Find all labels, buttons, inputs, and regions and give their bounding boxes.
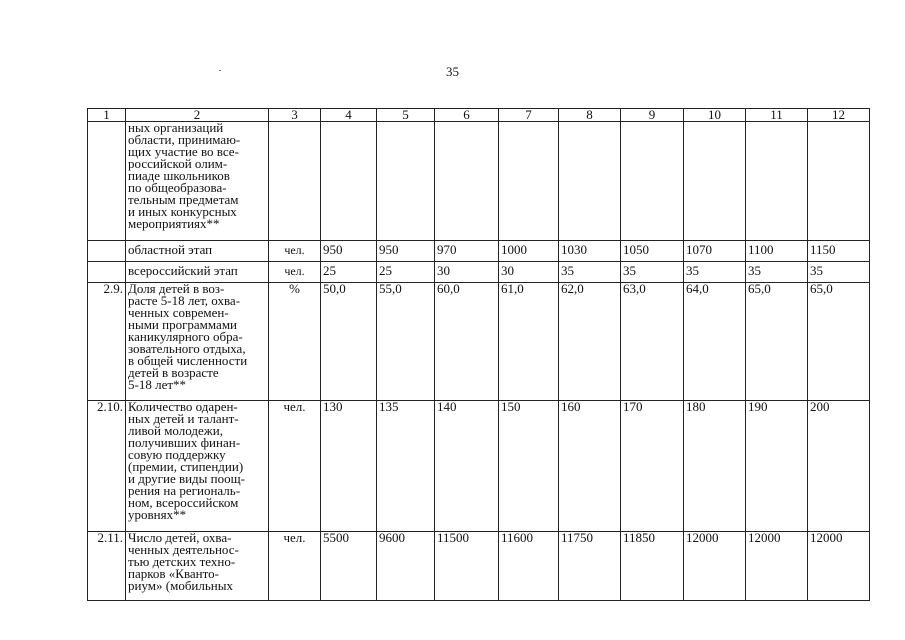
- indicator-name-line: ливой молодежи,: [128, 423, 223, 438]
- column-number: 8: [559, 109, 621, 122]
- value-cell: 11500: [435, 532, 499, 601]
- value-cell: [621, 122, 684, 241]
- indicator-name-line: уровнях**: [128, 507, 187, 522]
- indicator-name-line: тельным предметам: [128, 192, 239, 207]
- value-cell: 170: [621, 401, 684, 532]
- row-number: [88, 122, 126, 241]
- value-cell: 25: [321, 262, 377, 283]
- value-cell: 200: [808, 401, 870, 532]
- column-number: 6: [435, 109, 499, 122]
- value-cell: 25: [377, 262, 435, 283]
- page-number: 35: [446, 64, 459, 79]
- indicator-name-line: риум» (мобильных: [128, 578, 233, 593]
- indicator-name-line: парков «Кванто-: [128, 566, 219, 581]
- value-cell: 1100: [746, 241, 808, 262]
- indicator-name-line: расте 5-18 лет, охва-: [128, 293, 241, 308]
- value-cell: 30: [435, 262, 499, 283]
- table-row: [88, 241, 870, 262]
- value-cell: [377, 122, 435, 241]
- indicator-name: [126, 532, 269, 601]
- value-cell: 55,0: [377, 283, 435, 401]
- indicator-name-line: щих участие во все-: [128, 144, 239, 159]
- value-cell: 62,0: [559, 283, 621, 401]
- indicator-name-line: Количество одарен-: [128, 400, 238, 414]
- value-cell: 1070: [684, 241, 746, 262]
- row-number: 2.11.: [88, 532, 126, 601]
- value-cell: [746, 122, 808, 241]
- column-number: 10: [684, 109, 746, 122]
- table-row: [88, 122, 870, 241]
- value-cell: 60,0: [435, 283, 499, 401]
- value-cell: 35: [746, 262, 808, 283]
- value-cell: 160: [559, 401, 621, 532]
- value-cell: 35: [684, 262, 746, 283]
- indicator-name-line: в общей численности: [128, 353, 248, 368]
- value-cell: 11850: [621, 532, 684, 601]
- value-cell: 61,0: [499, 283, 559, 401]
- value-cell: [321, 122, 377, 241]
- indicator-name-line: ченных современ-: [128, 305, 229, 320]
- indicator-name-line: тью детских техно-: [128, 554, 236, 569]
- value-cell: 130: [321, 401, 377, 532]
- column-number: 9: [621, 109, 684, 122]
- value-cell: 1150: [808, 241, 870, 262]
- indicator-name-line: рения на региональ-: [128, 483, 241, 498]
- scan-speck: [219, 70, 221, 71]
- table-row: [88, 401, 870, 532]
- indicator-name-line: области, принимаю-: [128, 132, 241, 147]
- value-cell: [499, 122, 559, 241]
- value-cell: 35: [621, 262, 684, 283]
- value-cell: 50,0: [321, 283, 377, 401]
- column-number: 11: [746, 109, 808, 122]
- column-number: 3: [269, 109, 321, 122]
- value-cell: [808, 122, 870, 241]
- indicator-name-line: совую поддержку: [128, 447, 226, 462]
- value-cell: 970: [435, 241, 499, 262]
- value-cell: 135: [377, 401, 435, 532]
- unit-cell: [269, 122, 321, 241]
- unit-cell: чел.: [269, 401, 321, 532]
- value-cell: 65,0: [746, 283, 808, 401]
- indicator-name-line: и другие виды поощ-: [128, 471, 245, 486]
- indicator-table: [87, 108, 870, 601]
- value-cell: 950: [321, 241, 377, 262]
- value-cell: 64,0: [684, 283, 746, 401]
- table-row: [88, 283, 870, 401]
- value-cell: 190: [746, 401, 808, 532]
- value-cell: [559, 122, 621, 241]
- column-number: 12: [808, 109, 870, 122]
- column-number: 4: [321, 109, 377, 122]
- indicator-name-line: пиаде школьников: [128, 168, 230, 183]
- value-cell: [684, 122, 746, 241]
- row-number: 2.10.: [88, 401, 126, 532]
- indicator-name: [126, 401, 269, 532]
- value-cell: 150: [499, 401, 559, 532]
- indicator-name-line: Число детей, охва-: [128, 531, 232, 545]
- indicator-name-line: 5-18 лет**: [128, 377, 187, 392]
- column-number: 1: [88, 109, 126, 122]
- value-cell: 1000: [499, 241, 559, 262]
- indicator-name: [126, 241, 269, 262]
- value-cell: 950: [377, 241, 435, 262]
- value-cell: 12000: [684, 532, 746, 601]
- value-cell: 5500: [321, 532, 377, 601]
- value-cell: 65,0: [808, 283, 870, 401]
- value-cell: 11750: [559, 532, 621, 601]
- indicator-name: [126, 122, 269, 241]
- row-number: [88, 241, 126, 262]
- indicator-name-line: и иных конкурсных: [128, 204, 237, 219]
- column-number: 5: [377, 109, 435, 122]
- value-cell: [435, 122, 499, 241]
- column-number: 2: [126, 109, 269, 122]
- indicator-name-line: российской олим-: [128, 156, 228, 171]
- unit-cell: чел.: [269, 532, 321, 601]
- table-row: [88, 262, 870, 283]
- unit-cell: чел.: [269, 262, 321, 283]
- column-number: 7: [499, 109, 559, 122]
- value-cell: 1030: [559, 241, 621, 262]
- indicator-name: [126, 262, 269, 283]
- value-cell: 180: [684, 401, 746, 532]
- indicator-name: [126, 283, 269, 401]
- value-cell: 12000: [746, 532, 808, 601]
- indicator-name-line: ченных деятельнос-: [128, 542, 239, 557]
- indicator-name-line: Доля детей в воз-: [128, 282, 225, 296]
- table-row: [88, 532, 870, 601]
- row-number: 2.9.: [88, 283, 126, 401]
- indicator-name-line: областной этап: [128, 242, 213, 257]
- indicator-name-line: зовательного отдыха,: [128, 341, 246, 356]
- indicator-name-line: ных организаций: [128, 121, 224, 135]
- value-cell: 35: [559, 262, 621, 283]
- unit-cell: чел.: [269, 241, 321, 262]
- indicator-name-line: (премии, стипендии): [128, 459, 244, 474]
- column-number-row: [88, 109, 870, 122]
- indicator-name-line: детей в возрасте: [128, 365, 219, 380]
- value-cell: 30: [499, 262, 559, 283]
- indicator-name-line: по общеобразова-: [128, 180, 227, 195]
- unit-cell: %: [269, 283, 321, 401]
- value-cell: 1050: [621, 241, 684, 262]
- value-cell: 11600: [499, 532, 559, 601]
- indicator-name-line: каникулярного обра-: [128, 329, 243, 344]
- indicator-name-line: всероссийский этап: [128, 263, 238, 278]
- indicator-name-line: ном, всероссийском: [128, 495, 239, 510]
- value-cell: 12000: [808, 532, 870, 601]
- row-number: [88, 262, 126, 283]
- indicator-name-line: мероприятиях**: [128, 216, 220, 231]
- indicator-name-line: ных детей и талант-: [128, 411, 239, 426]
- value-cell: 140: [435, 401, 499, 532]
- value-cell: 35: [808, 262, 870, 283]
- value-cell: 63,0: [621, 283, 684, 401]
- indicator-name-line: ными программами: [128, 317, 238, 332]
- indicator-name-line: получивших финан-: [128, 435, 241, 450]
- value-cell: 9600: [377, 532, 435, 601]
